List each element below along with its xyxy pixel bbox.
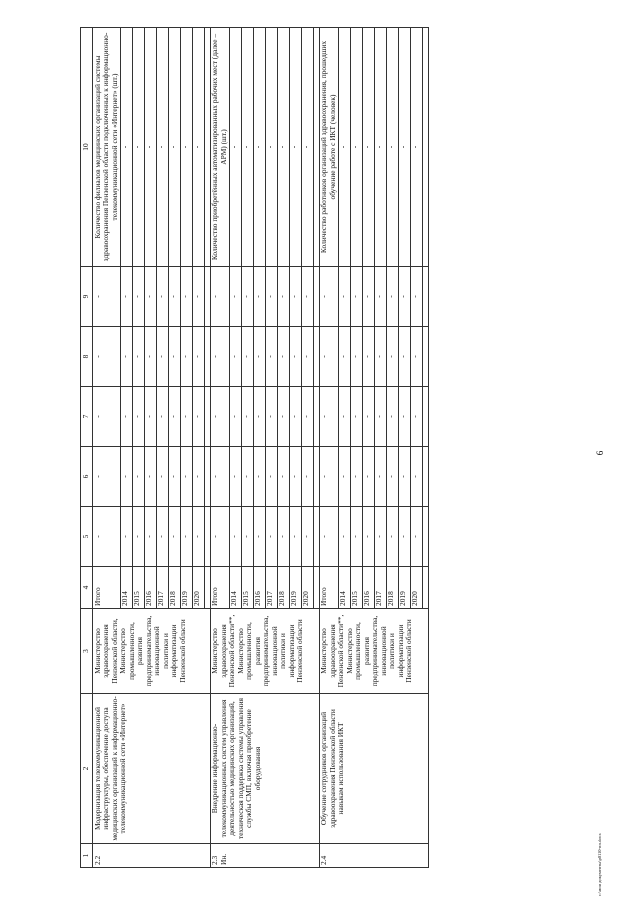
indicator-value-cell: - (362, 28, 374, 267)
table-body (81, 28, 429, 868)
indicator-value-cell: - (386, 28, 398, 267)
activity-executor: Министерство здравоохранения Пензенской области**, Министерство промышленности, развития предпринимательства, инновационной политики и информатизации Пензенской области (210, 609, 319, 694)
year-value-cell: - (265, 447, 277, 507)
table-header-row (81, 28, 93, 868)
indicator-value-cell: - (265, 28, 277, 267)
year-value-cell: - (374, 327, 386, 387)
total-value-cell: - (93, 267, 121, 327)
year-value-cell: - (374, 267, 386, 327)
indicator-value-cell: - (301, 28, 313, 267)
indicator-value-cell: - (350, 28, 362, 267)
year-value-cell: - (144, 507, 156, 567)
year-cell: 2018 (168, 567, 180, 609)
year-value-cell: - (338, 507, 350, 567)
year-value-cell: - (168, 387, 180, 447)
year-value-cell: - (289, 327, 301, 387)
column-number-header: 10 (81, 28, 93, 267)
year-value-cell: - (168, 327, 180, 387)
activity-number (210, 844, 319, 868)
year-value-cell: - (338, 267, 350, 327)
year-value-cell: - (386, 507, 398, 567)
year-value-cell: - (301, 387, 313, 447)
year-value-cell: - (410, 267, 422, 327)
year-value-cell: - (241, 447, 253, 507)
year-value-cell: - (253, 387, 265, 447)
year-value-cell: - (362, 267, 374, 327)
indicator-value-cell: - (289, 28, 301, 267)
year-cell: 2020 (301, 567, 313, 609)
total-value-cell: - (319, 387, 338, 447)
year-value-cell: - (132, 387, 144, 447)
total-value-cell: - (93, 507, 121, 567)
year-value-cell: - (265, 327, 277, 387)
total-value-cell: - (319, 447, 338, 507)
activity-name: Внедрение информационно-телекоммуникационных систем управления деятельностью медицинских организаций, техническая поддержка системы управления службы СМП, включая приобретение оборудования (210, 694, 319, 844)
year-cell: 2016 (144, 567, 156, 609)
column-number-header: 9 (81, 267, 93, 327)
year-cell: 2017 (265, 567, 277, 609)
year-value-cell: - (168, 447, 180, 507)
indicator-value-cell: - (241, 28, 253, 267)
total-value-cell: - (93, 447, 121, 507)
year-value-cell: - (277, 267, 289, 327)
year-value-cell: - (350, 327, 362, 387)
year-value-cell: - (374, 507, 386, 567)
year-value-cell: - (338, 387, 350, 447)
activity-total-row (93, 28, 121, 868)
year-value-cell: - (350, 447, 362, 507)
year-value-cell: - (144, 327, 156, 387)
year-value-cell: - (374, 447, 386, 507)
indicator-value-cell: - (168, 28, 180, 267)
year-value-cell: - (386, 387, 398, 447)
year-value-cell: - (265, 507, 277, 567)
year-value-cell: - (156, 267, 168, 327)
year-cell: 2019 (289, 567, 301, 609)
total-label: Итого (210, 567, 229, 609)
indicator-value-cell: - (410, 28, 422, 267)
year-value-cell: - (180, 447, 192, 507)
column-number-header: 1 (81, 844, 93, 868)
indicator-value-cell: - (192, 28, 204, 267)
indicator-description: Количество работников организаций здравоохранения, прошедших обучение работе с ИКТ (человек) (319, 28, 338, 267)
year-value-cell: - (192, 267, 204, 327)
year-value-cell: - (386, 267, 398, 327)
year-value-cell: - (374, 387, 386, 447)
year-value-cell: - (192, 447, 204, 507)
year-value-cell: - (192, 327, 204, 387)
year-value-cell: - (156, 327, 168, 387)
year-cell: 2018 (386, 567, 398, 609)
year-value-cell: - (120, 267, 132, 327)
year-cell: 2017 (156, 567, 168, 609)
year-value-cell: - (168, 267, 180, 327)
total-value-cell: - (93, 387, 121, 447)
year-value-cell: - (301, 327, 313, 387)
year-value-cell: - (241, 327, 253, 387)
activity-name: Обучение сотрудников организаций здравоохранения Пензенской области навыкам использования ИКТ (319, 694, 428, 844)
year-value-cell: - (386, 327, 398, 387)
year-value-cell: - (350, 387, 362, 447)
year-value-cell: - (253, 507, 265, 567)
column-number-header: 4 (81, 567, 93, 609)
activity-executor: Министерство здравоохранения Пензенской области, Министерство промышленности, развития предпринимательства, инновационной политики и информатизации Пензенской области (93, 609, 211, 694)
year-cell: 2014 (120, 567, 132, 609)
indicator-value-cell: - (398, 28, 410, 267)
year-value-cell: - (229, 387, 241, 447)
year-value-cell: - (410, 447, 422, 507)
year-value-cell: - (277, 507, 289, 567)
page-number: 6 (595, 450, 605, 456)
empty-cell (422, 387, 428, 447)
year-value-cell: - (120, 507, 132, 567)
year-value-cell: - (362, 387, 374, 447)
indicator-value-cell: - (180, 28, 192, 267)
activity-executor: Министерство здравоохранения Пензенской области**, Министерство промышленности, развития предпринимательства, инновационной политики и информатизации Пензенской области (319, 609, 428, 694)
program-activities-table (80, 27, 429, 868)
year-value-cell: - (144, 387, 156, 447)
year-value-cell: - (350, 507, 362, 567)
year-value-cell: - (180, 267, 192, 327)
year-cell: 2015 (350, 567, 362, 609)
indicator-value-cell: - (120, 28, 132, 267)
year-value-cell: - (120, 327, 132, 387)
year-value-cell: - (410, 507, 422, 567)
total-value-cell: - (210, 387, 229, 447)
empty-cell (422, 447, 428, 507)
year-value-cell: - (144, 447, 156, 507)
year-value-cell: - (156, 507, 168, 567)
year-value-cell: - (253, 447, 265, 507)
year-value-cell: - (362, 447, 374, 507)
year-value-cell: - (132, 507, 144, 567)
empty-cell (422, 567, 428, 609)
year-value-cell: - (229, 447, 241, 507)
year-cell: 2017 (374, 567, 386, 609)
year-value-cell: - (180, 507, 192, 567)
year-cell: 2019 (180, 567, 192, 609)
year-value-cell: - (253, 267, 265, 327)
year-value-cell: - (241, 507, 253, 567)
year-value-cell: - (289, 387, 301, 447)
year-cell: 2014 (338, 567, 350, 609)
year-value-cell: - (132, 267, 144, 327)
indicator-value-cell: - (132, 28, 144, 267)
indicator-description: Количество филиалов медицинских организаций системы здравоохранения Пензенской области подключенных к информационно-телекоммуникационной сети «Интернет» (шт.) (93, 28, 121, 267)
total-label: Итого (93, 567, 121, 609)
year-value-cell: - (289, 447, 301, 507)
year-cell: 2016 (253, 567, 265, 609)
year-value-cell: - (192, 507, 204, 567)
activity-number-label: 2.2 (92, 855, 102, 865)
total-value-cell: - (210, 267, 229, 327)
year-value-cell: - (253, 327, 265, 387)
year-value-cell: - (120, 387, 132, 447)
year-value-cell: - (398, 327, 410, 387)
year-value-cell: - (241, 387, 253, 447)
total-label: Итого (319, 567, 338, 609)
column-number-header: 7 (81, 387, 93, 447)
empty-cell (422, 507, 428, 567)
indicator-value-cell: - (253, 28, 265, 267)
year-value-cell: - (338, 327, 350, 387)
year-value-cell: - (277, 447, 289, 507)
year-cell: 2016 (362, 567, 374, 609)
total-value-cell: - (319, 267, 338, 327)
year-value-cell: - (180, 387, 192, 447)
year-value-cell: - (132, 327, 144, 387)
year-value-cell: - (338, 447, 350, 507)
year-value-cell: - (301, 447, 313, 507)
column-number-header: 8 (81, 327, 93, 387)
year-value-cell: - (144, 267, 156, 327)
indicator-value-cell: - (277, 28, 289, 267)
activity-total-row (210, 28, 229, 868)
year-value-cell: - (398, 267, 410, 327)
year-value-cell: - (229, 267, 241, 327)
year-value-cell: - (192, 387, 204, 447)
year-value-cell: - (301, 267, 313, 327)
year-value-cell: - (265, 267, 277, 327)
column-number-header: 3 (81, 609, 93, 694)
total-value-cell: - (93, 327, 121, 387)
total-value-cell: - (210, 447, 229, 507)
indicator-value-cell: - (156, 28, 168, 267)
year-value-cell: - (350, 267, 362, 327)
total-value-cell: - (210, 327, 229, 387)
year-value-cell: - (289, 267, 301, 327)
column-number-header: 2 (81, 694, 93, 844)
total-value-cell: - (210, 507, 229, 567)
year-value-cell: - (277, 327, 289, 387)
year-value-cell: - (410, 387, 422, 447)
activity-name: Модернизация телекоммуникационной инфраструктуры, обеспечение доступа медицинских организаций к информационно-телекоммуникационной сети «Интернет» (93, 694, 211, 844)
year-value-cell: - (120, 447, 132, 507)
year-value-cell: - (398, 507, 410, 567)
activity-number (319, 844, 428, 868)
year-value-cell: - (398, 447, 410, 507)
year-value-cell: - (156, 387, 168, 447)
activity-number-label: 2.4 (319, 855, 329, 865)
activity-number-note: Ин. (218, 853, 228, 865)
year-value-cell: - (289, 507, 301, 567)
year-value-cell: - (229, 507, 241, 567)
footer-file-path: c:\мои документы\р0110-пп.docx (597, 833, 602, 896)
year-value-cell: - (229, 327, 241, 387)
activity-number-label: 2.3 (210, 855, 220, 865)
year-value-cell: - (362, 507, 374, 567)
indicator-value-cell: - (229, 28, 241, 267)
year-value-cell: - (265, 387, 277, 447)
indicator-value-cell: - (144, 28, 156, 267)
year-value-cell: - (277, 387, 289, 447)
year-value-cell: - (398, 387, 410, 447)
year-cell: 2020 (192, 567, 204, 609)
indicator-value-cell: - (374, 28, 386, 267)
column-number-header: 5 (81, 507, 93, 567)
year-value-cell: - (410, 327, 422, 387)
year-cell: 2018 (277, 567, 289, 609)
indicator-description: Количество приобретённых автоматизированных рабочих мест (далее – АРМ) (шт.) (210, 28, 229, 267)
indicator-value-cell: - (338, 28, 350, 267)
rotated-page-content (80, 28, 568, 868)
total-value-cell: - (319, 507, 338, 567)
empty-cell (422, 327, 428, 387)
year-cell: 2020 (410, 567, 422, 609)
year-value-cell: - (301, 507, 313, 567)
empty-cell (422, 28, 428, 267)
column-number-header: 6 (81, 447, 93, 507)
year-value-cell: - (241, 267, 253, 327)
empty-cell (422, 267, 428, 327)
year-value-cell: - (180, 327, 192, 387)
year-cell: 2015 (132, 567, 144, 609)
year-value-cell: - (362, 327, 374, 387)
year-value-cell: - (156, 447, 168, 507)
year-cell: 2019 (398, 567, 410, 609)
year-value-cell: - (132, 447, 144, 507)
year-cell: 2015 (241, 567, 253, 609)
activity-number (93, 844, 211, 868)
year-cell: 2014 (229, 567, 241, 609)
activity-total-row (319, 28, 338, 868)
year-value-cell: - (168, 507, 180, 567)
year-value-cell: - (386, 447, 398, 507)
total-value-cell: - (319, 327, 338, 387)
